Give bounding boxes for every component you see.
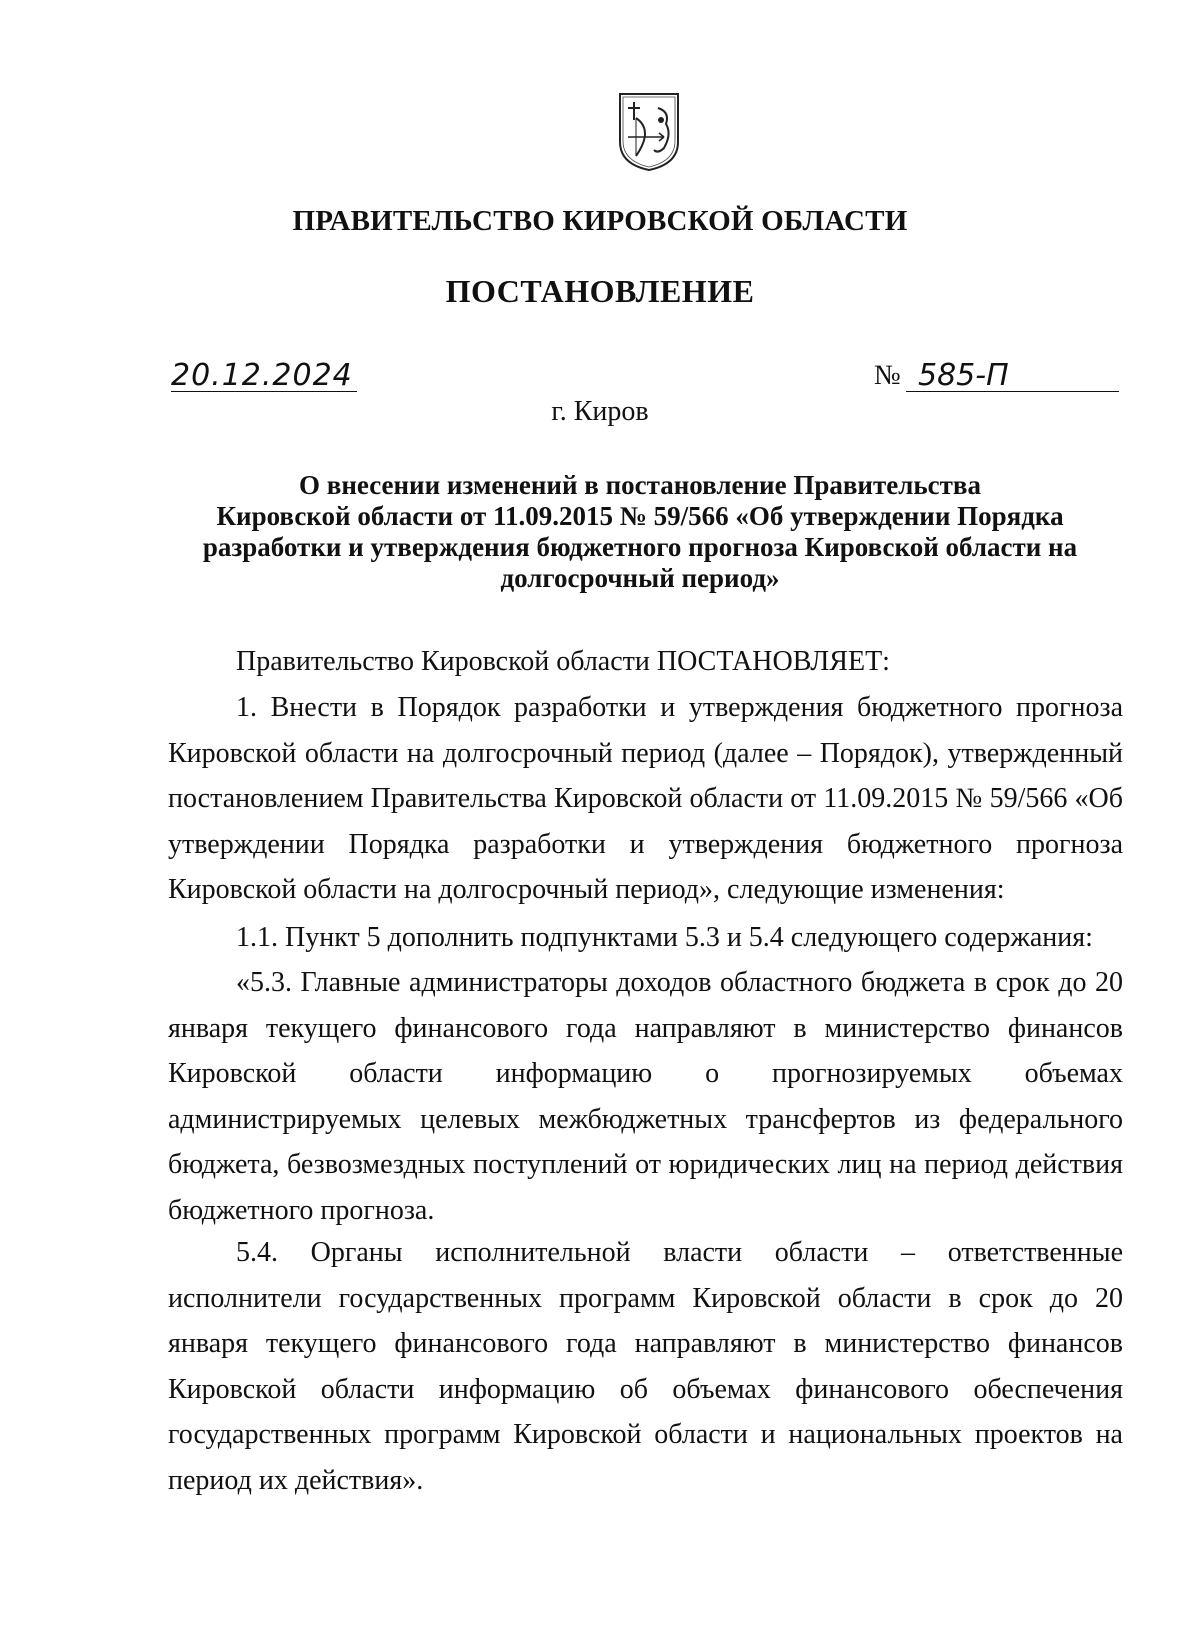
item-1-block <box>168 685 1123 913</box>
subject-line: О внесении изменений в постановление Правительства <box>299 470 981 500</box>
intro-paragraph-block <box>168 639 1123 685</box>
item-1-paragraph: 1. Внести в Порядок разработки и утверждения бюджетного прогноза Кировской области на долгосрочный период (далее – Порядок), утвержденный постановлением Правительства Кировской области от 11.09.2015 № 59/566 «Об утверждении Порядка разработки и утверждения бюджетного прогноза Кировской области на долгосрочный период», следующие изменения: <box>168 692 1123 905</box>
document-type: ПОСТАНОВЛЕНИЕ <box>445 273 755 309</box>
document-city: г. Киров <box>551 396 649 427</box>
item-5-4-block <box>168 1230 1123 1503</box>
item-1-1-block <box>168 915 1123 961</box>
subject-line: Кировской области от 11.09.2015 № 59/566 «Об утверждении Порядка <box>216 501 1064 531</box>
organization-title: ПРАВИТЕЛЬСТВО КИРОВСКОЙ ОБЛАСТИ <box>292 205 908 237</box>
item-1-1-paragraph: 1.1. Пункт 5 дополнить подпунктами 5.3 и 5.4 следующего содержания: <box>236 922 1093 953</box>
number-label: № <box>874 360 901 391</box>
item-5-4-paragraph: 5.4. Органы исполнительной власти области – ответственные исполнители государственных программ Кировской области в срок до 20 января текущего финансового года направляют в министерство финансов Кировской области информацию об объемах финансового обеспечения государственных программ Кировской области и национальных проектов на период их действия». <box>168 1237 1123 1496</box>
intro-paragraph: Правительство Кировской области ПОСТАНОВЛЯЕТ: <box>236 646 890 677</box>
document-subject <box>180 470 1100 594</box>
document-number: 585-П <box>906 361 1119 392</box>
document-date: 20.12.2024 <box>171 361 357 392</box>
subject-line: разработки и утверждения бюджетного прогноза Кировской области на <box>202 532 1078 562</box>
subject-line: долгосрочный период» <box>500 563 780 593</box>
kirov-coat-of-arms-icon <box>614 90 684 174</box>
item-5-3-block <box>168 960 1123 1233</box>
item-5-3-paragraph: «5.3. Главные администраторы доходов областного бюджета в срок до 20 января текущего финансового года направляют в министерство финансов Кировской области информацию о прогнозируемых объемах администрируемых целевых межбюджетных трансфертов из федерального бюджета, безвозмездных поступлений от юридических лиц на период действия бюджетного прогноза. <box>168 967 1123 1226</box>
